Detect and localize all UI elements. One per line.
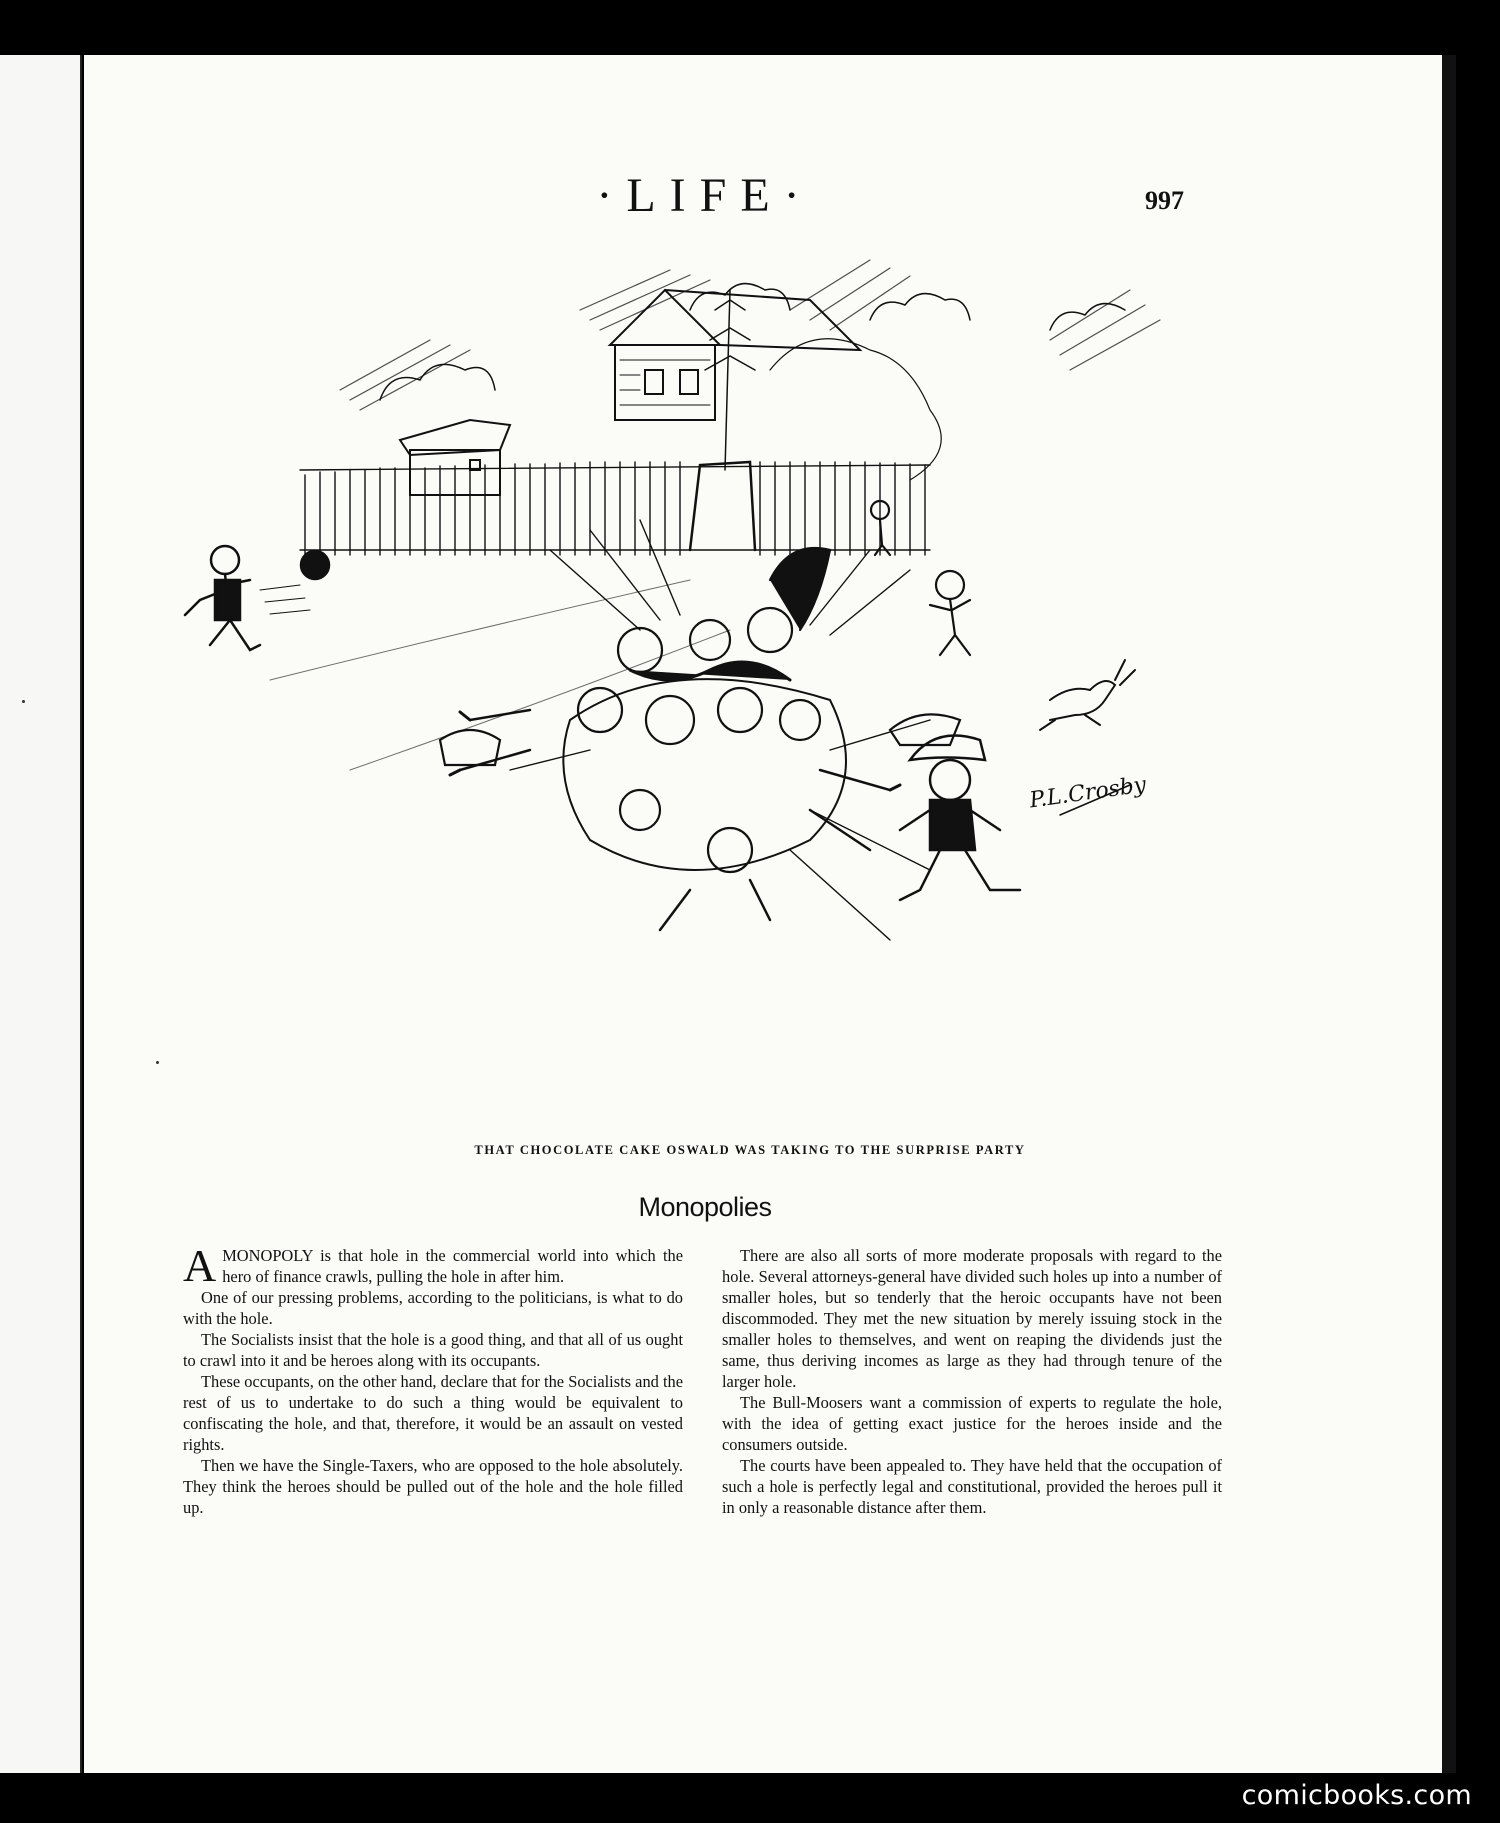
sky-hatching <box>340 260 1160 410</box>
article-paragraph: The Bull-Moosers want a commission of experts to regulate the hole, with the idea of getting exact justice for the heroes inside and the consumers outside. <box>722 1393 1222 1454</box>
article-paragraph: The Socialists insist that the hole is a good thing, and that all of us ought to crawl into it and be heroes along with its occupants. <box>183 1330 683 1370</box>
scan-speck <box>156 1061 159 1064</box>
house-drawing <box>610 290 860 420</box>
running-boy-left <box>185 546 329 650</box>
site-watermark: comicbooks.com <box>1241 1780 1472 1811</box>
scan-speck <box>22 700 25 703</box>
tree-drawing <box>705 290 941 480</box>
cartoon-illustration <box>170 250 1320 1130</box>
article-paragraph: A MONOPOLY is that hole in the commercial world into which the hero of finance crawls, pulling the hole in after him. <box>183 1240 683 1291</box>
boy-with-hat <box>900 736 1020 901</box>
article-paragraph: There are also all sorts of more moderate proposals with regard to the hole. Several attorneys-general have divided such holes up into a number of smaller holes, but so tenderly that the heroic occupants have not been discommoded. They met the new situation by merely issuing stock in the smaller holes to themselves, and went on reaping the dividends just the same, thus deriving incomes as large as they had through tenure of the larger hole. <box>722 1246 1222 1391</box>
cloud-shapes <box>380 284 1125 400</box>
drop-cap: A <box>183 1240 217 1291</box>
article-title: Monopolies <box>638 1192 772 1222</box>
fence-hole <box>690 462 755 550</box>
page-number: 997 <box>1145 186 1184 215</box>
facing-page-edge <box>0 55 80 1773</box>
page-gutter <box>80 55 82 1773</box>
article-left-column <box>183 1240 683 1518</box>
page-right-edge <box>1442 55 1456 1773</box>
running-dog <box>1040 660 1135 730</box>
article-paragraph: The courts have been appealed to. They have held that the occupation of such a hole is perfectly legal and constitutional, provided the heroes pull it in only a reasonable distance after them. <box>722 1456 1222 1517</box>
article-right-column <box>722 1245 1222 1518</box>
article-paragraph: One of our pressing problems, according to the politicians, is what to do with the hole. <box>183 1288 683 1328</box>
article-paragraph: Then we have the Single-Taxers, who are opposed to the hole absolutely. They think the heroes should be pulled out of the hole and the hole filled up. <box>183 1456 683 1517</box>
article-paragraph: These occupants, on the other hand, declare that for the Socialists and the rest of us to undertake to do such a thing would be equivalent to confiscating the hole, and that, therefore, it would be an assault on vested rights. <box>183 1372 683 1454</box>
illustration-caption: THAT CHOCOLATE CAKE OSWALD WAS TAKING TO THE SURPRISE PARTY <box>474 1143 1026 1157</box>
impact-lines <box>510 520 930 940</box>
picket-fence <box>300 462 930 555</box>
magazine-masthead: ·LIFE· <box>596 169 814 222</box>
children-pile <box>440 548 960 930</box>
running-kid-right <box>871 501 970 655</box>
artist-signature: P.L.Crosby <box>1028 772 1148 814</box>
